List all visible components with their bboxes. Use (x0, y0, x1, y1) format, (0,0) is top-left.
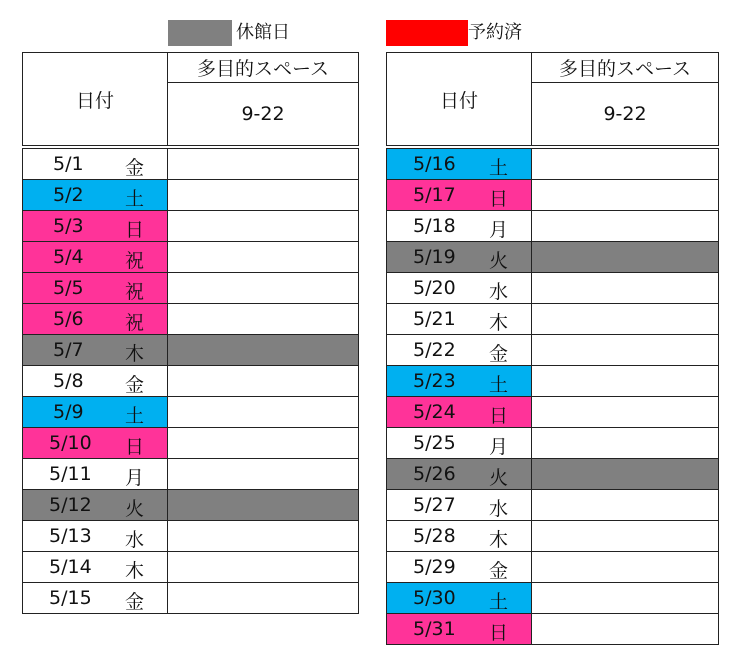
weekday-text: 祝 (125, 250, 145, 272)
weekday-text: 日 (125, 436, 145, 458)
date-text: 5/21 (413, 308, 456, 330)
reservation-cell[interactable] (168, 583, 359, 614)
date-text: 5/5 (53, 277, 84, 299)
weekday-text: 日 (489, 405, 509, 427)
reservation-cell[interactable] (532, 521, 719, 552)
weekday-text: 金 (125, 374, 145, 396)
date-text: 5/24 (413, 401, 456, 423)
table-row (387, 211, 719, 242)
date-cell (387, 366, 532, 397)
weekday-text: 木 (489, 529, 509, 551)
date-cell (387, 273, 532, 304)
date-cell (387, 180, 532, 211)
date-cell (23, 211, 168, 242)
date-cell (387, 521, 532, 552)
reservation-cell[interactable] (532, 180, 719, 211)
reservation-cell[interactable] (168, 459, 359, 490)
time-slot-header: 9-22 (532, 83, 719, 146)
calendar-table-right (386, 52, 719, 645)
weekday-text: 土 (125, 405, 145, 427)
reservation-cell[interactable] (532, 397, 719, 428)
table-row (23, 304, 359, 335)
date-cell (387, 583, 532, 614)
table-row (387, 614, 719, 645)
table-row (387, 149, 719, 180)
reservation-cell[interactable] (168, 552, 359, 583)
date-text: 5/25 (413, 432, 456, 454)
date-cell (387, 149, 532, 180)
table-row (23, 366, 359, 397)
date-cell (387, 335, 532, 366)
date-text: 5/22 (413, 339, 456, 361)
reservation-cell[interactable] (532, 211, 719, 242)
reservation-cell[interactable] (168, 273, 359, 304)
table-row (387, 552, 719, 583)
table-row (387, 242, 719, 273)
date-cell (23, 273, 168, 304)
date-text: 5/2 (53, 184, 84, 206)
date-text: 5/15 (49, 587, 92, 609)
table-row (387, 459, 719, 490)
legend-closed-label: 休館日 (236, 22, 290, 43)
table-row (23, 459, 359, 490)
weekday-text: 日 (125, 219, 145, 241)
legend-closed (168, 20, 290, 46)
date-text: 5/14 (49, 556, 92, 578)
table-row (387, 521, 719, 552)
table-row (387, 180, 719, 211)
reservation-cell[interactable] (168, 149, 359, 180)
date-cell (23, 149, 168, 180)
weekday-text: 土 (489, 157, 509, 179)
reservation-cell[interactable] (532, 304, 719, 335)
date-cell (387, 614, 532, 645)
weekday-text: 木 (125, 560, 145, 582)
date-text: 5/7 (53, 339, 84, 361)
weekday-text: 金 (125, 157, 145, 179)
date-text: 5/4 (53, 246, 84, 268)
table-row (23, 583, 359, 614)
date-cell (387, 459, 532, 490)
date-text: 5/3 (53, 215, 84, 237)
table-row (23, 242, 359, 273)
date-cell (387, 242, 532, 273)
date-cell (387, 552, 532, 583)
date-cell (387, 211, 532, 242)
table-row (387, 335, 719, 366)
table-row (23, 273, 359, 304)
date-cell (387, 397, 532, 428)
table-row (387, 490, 719, 521)
date-cell (23, 366, 168, 397)
date-cell (23, 335, 168, 366)
reservation-cell[interactable] (168, 366, 359, 397)
weekday-text: 祝 (125, 281, 145, 303)
legend-reserved-label: 予約済 (468, 22, 522, 43)
table-row (23, 149, 359, 180)
reservation-cell[interactable] (532, 335, 719, 366)
table-row (387, 397, 719, 428)
date-text: 5/10 (49, 432, 92, 454)
weekday-text: 月 (489, 436, 509, 458)
date-cell (23, 490, 168, 521)
reservation-cell[interactable] (532, 459, 719, 490)
date-cell (387, 428, 532, 459)
table-row (23, 397, 359, 428)
date-text: 5/8 (53, 370, 84, 392)
table-row (23, 211, 359, 242)
reservation-cell[interactable] (168, 397, 359, 428)
date-text: 5/12 (49, 494, 92, 516)
weekday-text: 水 (125, 529, 145, 551)
date-text: 5/20 (413, 277, 456, 299)
table-row (23, 490, 359, 521)
weekday-text: 水 (489, 498, 509, 520)
reservation-cell[interactable] (168, 521, 359, 552)
date-cell (23, 552, 168, 583)
calendar-table-left (22, 52, 359, 614)
date-cell (23, 521, 168, 552)
weekday-text: 金 (125, 591, 145, 613)
date-cell (23, 397, 168, 428)
reservation-cell[interactable] (532, 273, 719, 304)
date-text: 5/16 (413, 153, 456, 175)
legend-reserved-swatch (386, 20, 468, 46)
weekday-text: 火 (489, 467, 509, 489)
table-row (23, 521, 359, 552)
date-text: 5/29 (413, 556, 456, 578)
date-text: 5/11 (49, 463, 92, 485)
legend-reserved (386, 20, 522, 46)
date-cell (23, 459, 168, 490)
reservation-cell[interactable] (168, 211, 359, 242)
date-cell (387, 304, 532, 335)
date-text: 5/1 (53, 153, 84, 175)
table-row (387, 304, 719, 335)
weekday-text: 土 (489, 374, 509, 396)
table-row (387, 273, 719, 304)
date-text: 5/6 (53, 308, 84, 330)
reservation-cell[interactable] (532, 149, 719, 180)
reservation-cell[interactable] (532, 428, 719, 459)
reservation-cell[interactable] (532, 366, 719, 397)
weekday-text: 月 (125, 467, 145, 489)
table-row (387, 366, 719, 397)
date-text: 5/30 (413, 587, 456, 609)
date-column-header: 日付 (387, 53, 532, 146)
table-row (23, 335, 359, 366)
reservation-cell[interactable] (168, 242, 359, 273)
reservation-cell[interactable] (168, 335, 359, 366)
space-column-header: 多目的スペース (532, 53, 719, 83)
date-text: 5/19 (413, 246, 456, 268)
date-text: 5/26 (413, 463, 456, 485)
weekday-text: 月 (489, 219, 509, 241)
table-row (387, 583, 719, 614)
calendar-left-body (23, 53, 359, 614)
weekday-text: 木 (125, 343, 145, 365)
date-text: 5/31 (413, 618, 456, 640)
date-text: 5/13 (49, 525, 92, 547)
table-row (23, 180, 359, 211)
weekday-text: 火 (489, 250, 509, 272)
date-cell (23, 428, 168, 459)
reservation-cell[interactable] (532, 490, 719, 521)
date-cell (23, 242, 168, 273)
table-row (23, 552, 359, 583)
date-text: 5/18 (413, 215, 456, 237)
weekday-text: 火 (125, 498, 145, 520)
weekday-text: 土 (489, 591, 509, 613)
weekday-text: 金 (489, 343, 509, 365)
weekday-text: 木 (489, 312, 509, 334)
legend-closed-swatch (168, 20, 232, 46)
date-cell (387, 490, 532, 521)
date-text: 5/28 (413, 525, 456, 547)
date-cell (23, 583, 168, 614)
weekday-text: 日 (489, 188, 509, 210)
reservation-cell[interactable] (168, 490, 359, 521)
space-column-header: 多目的スペース (168, 53, 359, 83)
date-text: 5/27 (413, 494, 456, 516)
table-row (23, 428, 359, 459)
weekday-text: 水 (489, 281, 509, 303)
reservation-cell[interactable] (168, 428, 359, 459)
weekday-text: 金 (489, 560, 509, 582)
date-column-header: 日付 (23, 53, 168, 146)
date-text: 5/23 (413, 370, 456, 392)
date-text: 5/9 (53, 401, 84, 423)
reservation-cell[interactable] (532, 242, 719, 273)
reservation-cell[interactable] (532, 614, 719, 645)
weekday-text: 土 (125, 188, 145, 210)
table-row (387, 428, 719, 459)
time-slot-header: 9-22 (168, 83, 359, 146)
reservation-cell[interactable] (168, 304, 359, 335)
weekday-text: 祝 (125, 312, 145, 334)
calendar-right-body (387, 53, 719, 645)
reservation-cell[interactable] (168, 180, 359, 211)
date-text: 5/17 (413, 184, 456, 206)
reservation-cell[interactable] (532, 583, 719, 614)
weekday-text: 日 (489, 622, 509, 644)
date-cell (23, 180, 168, 211)
date-cell (23, 304, 168, 335)
reservation-cell[interactable] (532, 552, 719, 583)
